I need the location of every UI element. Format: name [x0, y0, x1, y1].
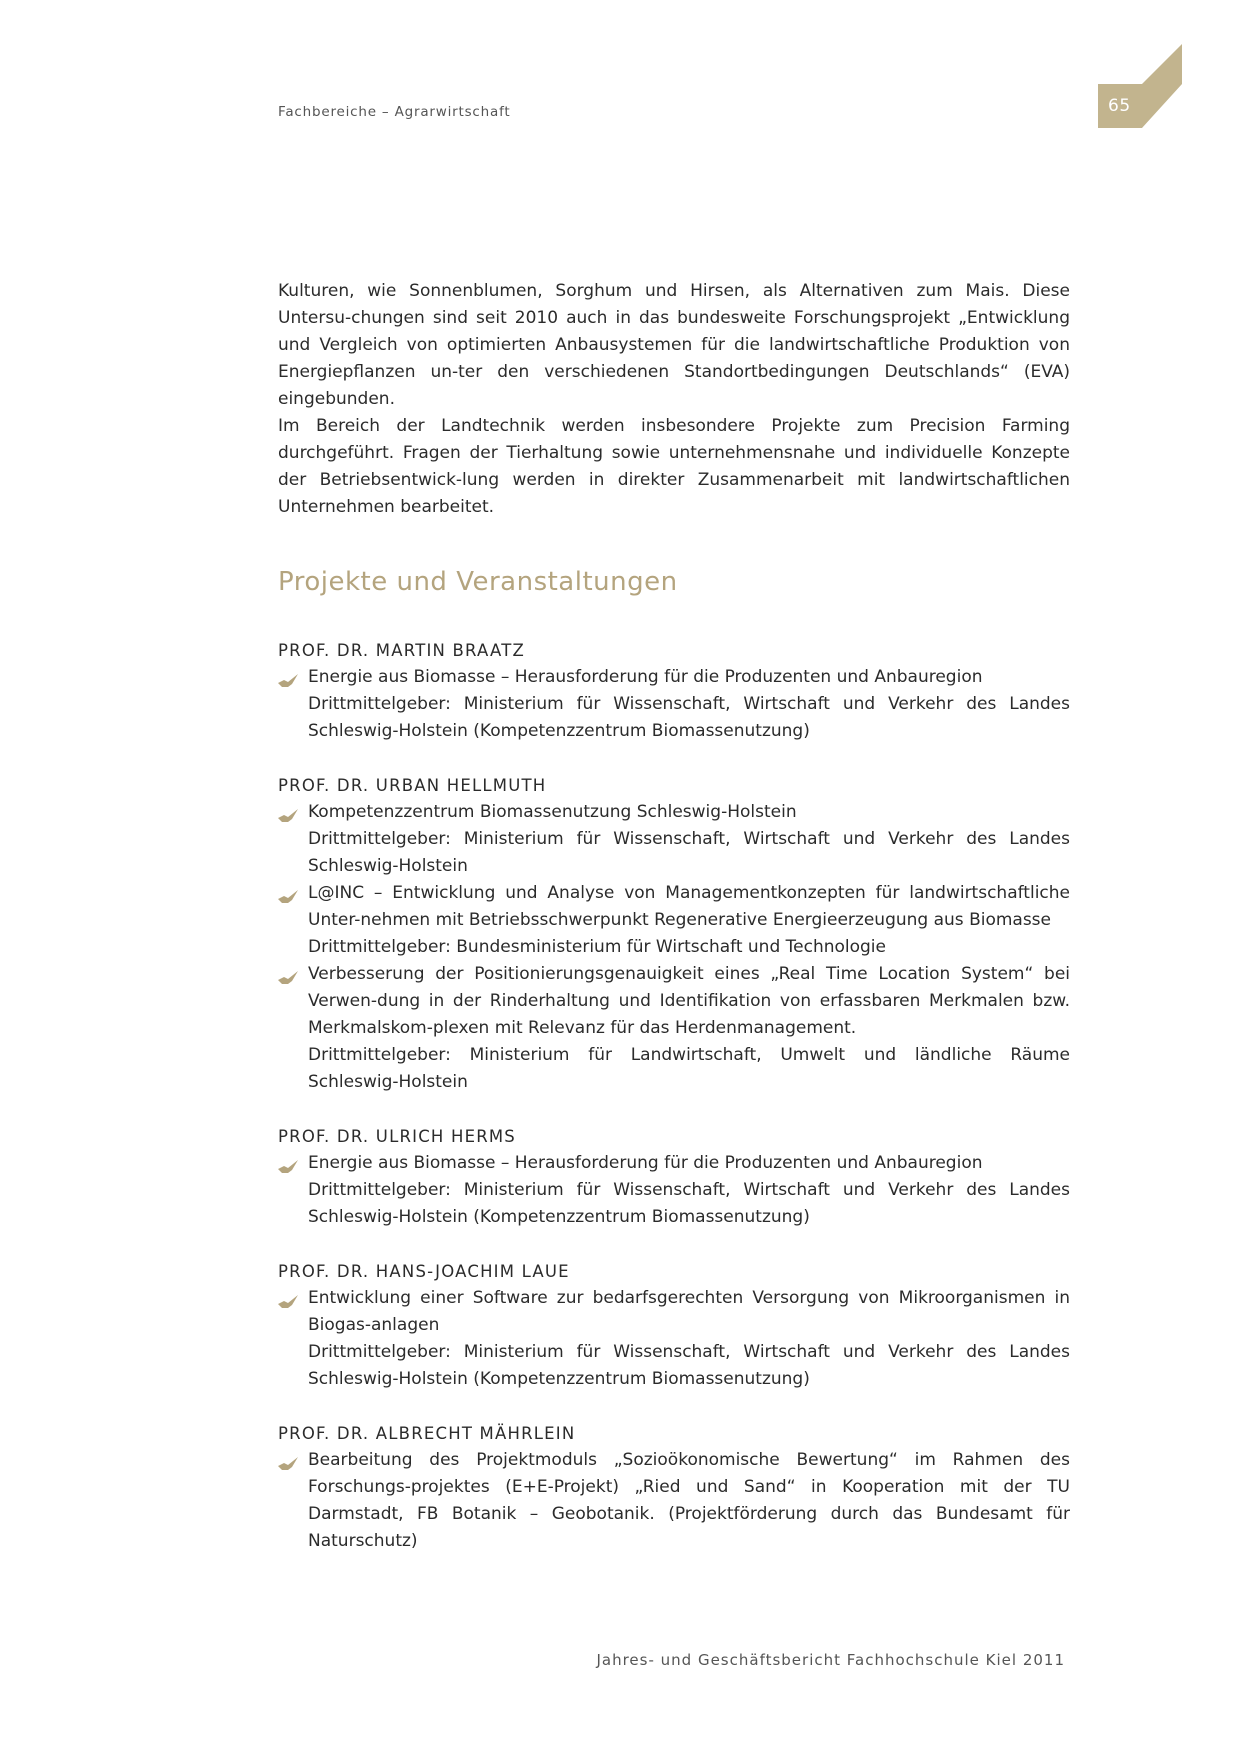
project-title: Entwicklung einer Software zur bedarfsgerechten Versorgung von Mikroorganismen in Biogas-anlagen [308, 1288, 1070, 1335]
project-item [278, 961, 1070, 1096]
professor-block [278, 637, 1070, 745]
professor-name: PROF. DR. URBAN HELLMUTH [278, 776, 547, 795]
project-funding: Drittmittelgeber: Bundesministerium für Wirtschaft und Technologie [308, 937, 886, 957]
checkmark-bullet-icon [278, 967, 298, 981]
professor-block [278, 1258, 1070, 1393]
project-title: Kompetenzzentrum Biomassenutzung Schleswig-Holstein [308, 802, 797, 822]
intro-paragraph: Kulturen, wie Sonnenblumen, Sorghum und Hirsen, als Alternativen zum Mais. Diese Untersu-chungen sind seit 2010 auch in das bundesweite Forschungsprojekt „Entwicklung und Vergleich von optimierten Anbausystemen für die landwirtschaftliche Produktion von Energiepflanzen un-ter den verschiedenen Standortbedingungen Deutschlands“ (EVA) eingebunden. [278, 281, 1070, 409]
project-funding: Drittmittelgeber: Ministerium für Wissenschaft, Wirtschaft und Verkehr des Landes Schleswig-Holstein [308, 829, 1070, 876]
project-item [278, 880, 1070, 961]
checkmark-bullet-icon [278, 670, 298, 684]
checkmark-bullet-icon [278, 1156, 298, 1170]
professor-block [278, 1123, 1070, 1231]
project-item [278, 799, 1070, 880]
section-title: Projekte und Veranstaltungen [278, 567, 678, 597]
project-title: Bearbeitung des Projektmoduls „Sozioökonomische Bewertung“ im Rahmen des Forschungs-projektes (E+E-Projekt) „Ried und Sand“ in Kooperation mit der TU Darmstadt, FB Botanik – Geobotanik. (Projektförderung durch das Bundesamt für Naturschutz) [308, 1450, 1070, 1551]
intro-text [278, 278, 1070, 521]
professor-name: PROF. DR. HANS-JOACHIM LAUE [278, 1262, 570, 1281]
project-funding: Drittmittelgeber: Ministerium für Wissenschaft, Wirtschaft und Verkehr des Landes Schleswig-Holstein (Kompetenzzentrum Biomassenutzung) [308, 1180, 1070, 1227]
checkmark-bullet-icon [278, 1453, 298, 1467]
intro-paragraph: Im Bereich der Landtechnik werden insbesondere Projekte zum Precision Farming durchgeführt. Fragen der Tierhaltung sowie unternehmensnahe und individuelle Konzepte der Betriebsentwick-lung werden in direkter Zusammenarbeit mit landwirtschaftlichen Unternehmen bearbeitet. [278, 416, 1070, 517]
professor-name: PROF. DR. ULRICH HERMS [278, 1127, 516, 1146]
project-item [278, 1150, 1070, 1231]
professor-list [278, 637, 1070, 1555]
project-funding: Drittmittelgeber: Ministerium für Wissenschaft, Wirtschaft und Verkehr des Landes Schleswig-Holstein (Kompetenzzentrum Biomassenutzung) [308, 694, 1070, 741]
checkmark-bullet-icon [278, 805, 298, 819]
project-funding: Drittmittelgeber: Ministerium für Wissenschaft, Wirtschaft und Verkehr des Landes Schleswig-Holstein (Kompetenzzentrum Biomassenutzung) [308, 1342, 1070, 1389]
project-item [278, 664, 1070, 745]
project-funding: Drittmittelgeber: Ministerium für Landwirtschaft, Umwelt und ländliche Räume Schleswig-Holstein [308, 1045, 1070, 1092]
project-title: Energie aus Biomasse – Herausforderung für die Produzenten und Anbauregion [308, 667, 983, 687]
professor-block [278, 772, 1070, 1096]
professor-name: PROF. DR. ALBRECHT MÄHRLEIN [278, 1424, 576, 1443]
page-number: 65 [1108, 96, 1131, 116]
page-footer: Jahres- und Geschäftsbericht Fachhochschule Kiel 2011 [596, 1651, 1065, 1669]
running-header: Fachbereiche – Agrarwirtschaft [278, 104, 511, 120]
project-title: L@INC – Entwicklung und Analyse von Managementkonzepten für landwirtschaftliche Unter-nehmen mit Betriebsschwerpunkt Regenerative Energieerzeugung aus Biomasse [308, 883, 1070, 930]
professor-block [278, 1420, 1070, 1555]
checkmark-bullet-icon [278, 886, 298, 900]
main-content [278, 278, 1070, 1555]
project-title: Energie aus Biomasse – Herausforderung für die Produzenten und Anbauregion [308, 1153, 983, 1173]
project-item [278, 1285, 1070, 1393]
professor-name: PROF. DR. MARTIN BRAATZ [278, 641, 525, 660]
project-item [278, 1447, 1070, 1555]
project-title: Verbesserung der Positionierungsgenauigkeit eines „Real Time Location System“ bei Verwen-dung in der Rinderhaltung und Identifikation von erfassbaren Merkmalen bzw. Merkmalskom-plexen mit Relevanz für das Herdenmanagement. [308, 964, 1070, 1038]
checkmark-bullet-icon [278, 1291, 298, 1305]
